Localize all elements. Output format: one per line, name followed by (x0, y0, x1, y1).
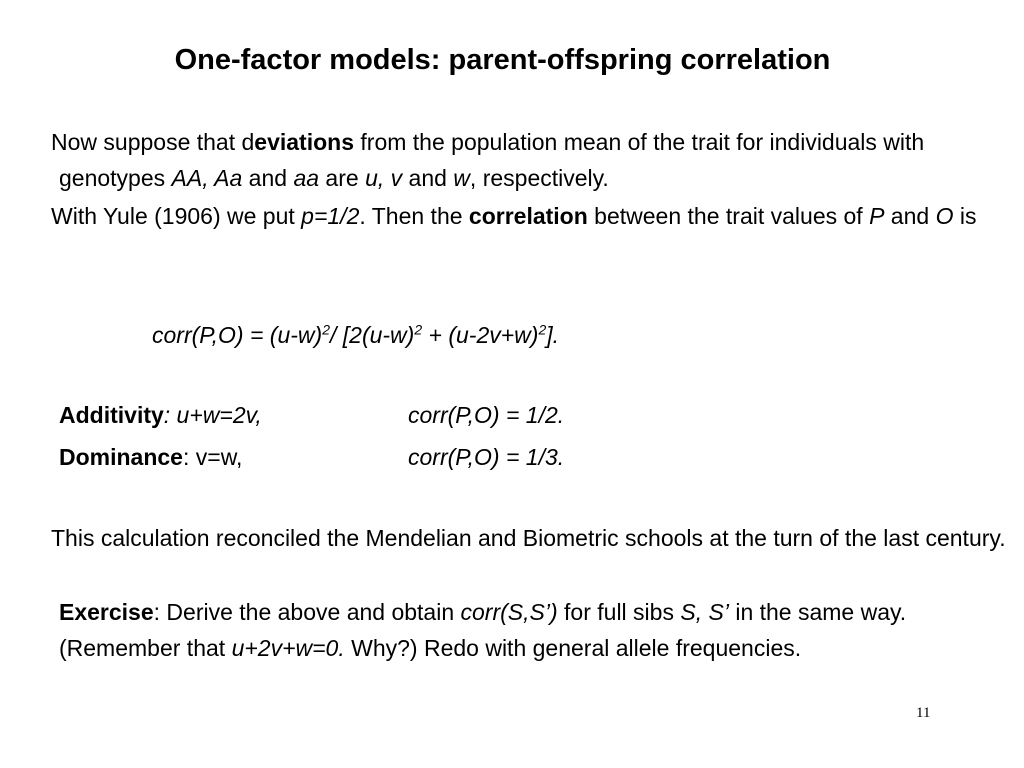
formula-part: / [2(u-w) (329, 322, 415, 348)
text: is (953, 203, 977, 229)
correlation-formula (152, 317, 559, 353)
exercise-label: Exercise (59, 599, 154, 625)
text: are (319, 165, 366, 191)
italic-text: w (453, 165, 470, 191)
bold-text: correlation (468, 203, 588, 229)
exponent: 2 (322, 321, 330, 338)
slide-title: One-factor models: parent-offspring correlation (174, 44, 831, 76)
italic-text: u, v (365, 165, 403, 191)
text: in the same way. (Remember that (59, 599, 907, 661)
formula-part: corr(P,O) = (u-w) (152, 322, 323, 348)
additivity-label: Additivity (59, 402, 164, 428)
italic-text: P (869, 203, 885, 229)
additivity-row (59, 397, 565, 433)
text: . Then the (359, 203, 469, 229)
text: With Yule (1906) we put (51, 203, 302, 229)
dominance-label: Dominance (59, 444, 183, 470)
paragraph-reconciled: This calculation reconciled the Mendelian and Biometric schools at the turn of the last century. (51, 525, 1006, 551)
exponent: 2 (538, 321, 547, 338)
additivity-correlation: corr(P,O) = 1/2. (408, 402, 565, 428)
italic-text: p=1/2 (301, 203, 360, 229)
bold-text: eviations (254, 129, 355, 155)
text: and (402, 165, 454, 191)
text: and (242, 165, 294, 191)
text: Why?) Redo with general allele frequencies. (344, 635, 802, 661)
paragraph-yule (51, 198, 999, 234)
italic-text: aa (293, 165, 320, 191)
formula-part: ]. (546, 322, 560, 348)
exponent: 2 (414, 321, 423, 338)
text: , respectively. (469, 165, 609, 191)
page-number: 11 (916, 705, 931, 721)
text: from the population mean of the trait for individuals with genotypes (59, 129, 925, 191)
dominance-expression: : v=w, (182, 444, 243, 470)
additivity-expression: u+w=2v, (170, 402, 262, 428)
italic-text: u+2v+w=0. (231, 635, 345, 661)
text: and (884, 203, 936, 229)
italic-text: corr(S,S’) (460, 599, 558, 625)
text: for full sibs (557, 599, 681, 625)
dominance-correlation: corr(P,O) = 1/3. (408, 444, 565, 470)
italic-text: S, S’ (680, 599, 729, 625)
text: Now suppose that d (51, 129, 255, 155)
paragraph-deviations (51, 124, 999, 196)
italic-text: O (935, 203, 954, 229)
text: between the trait values of (587, 203, 870, 229)
text: : Derive the above and obtain (153, 599, 461, 625)
paragraph-exercise (59, 594, 979, 666)
text: : (163, 402, 171, 428)
italic-text: AA, Aa (171, 165, 243, 191)
formula-part: + (u-2v+w) (422, 322, 539, 348)
dominance-row (59, 439, 565, 475)
